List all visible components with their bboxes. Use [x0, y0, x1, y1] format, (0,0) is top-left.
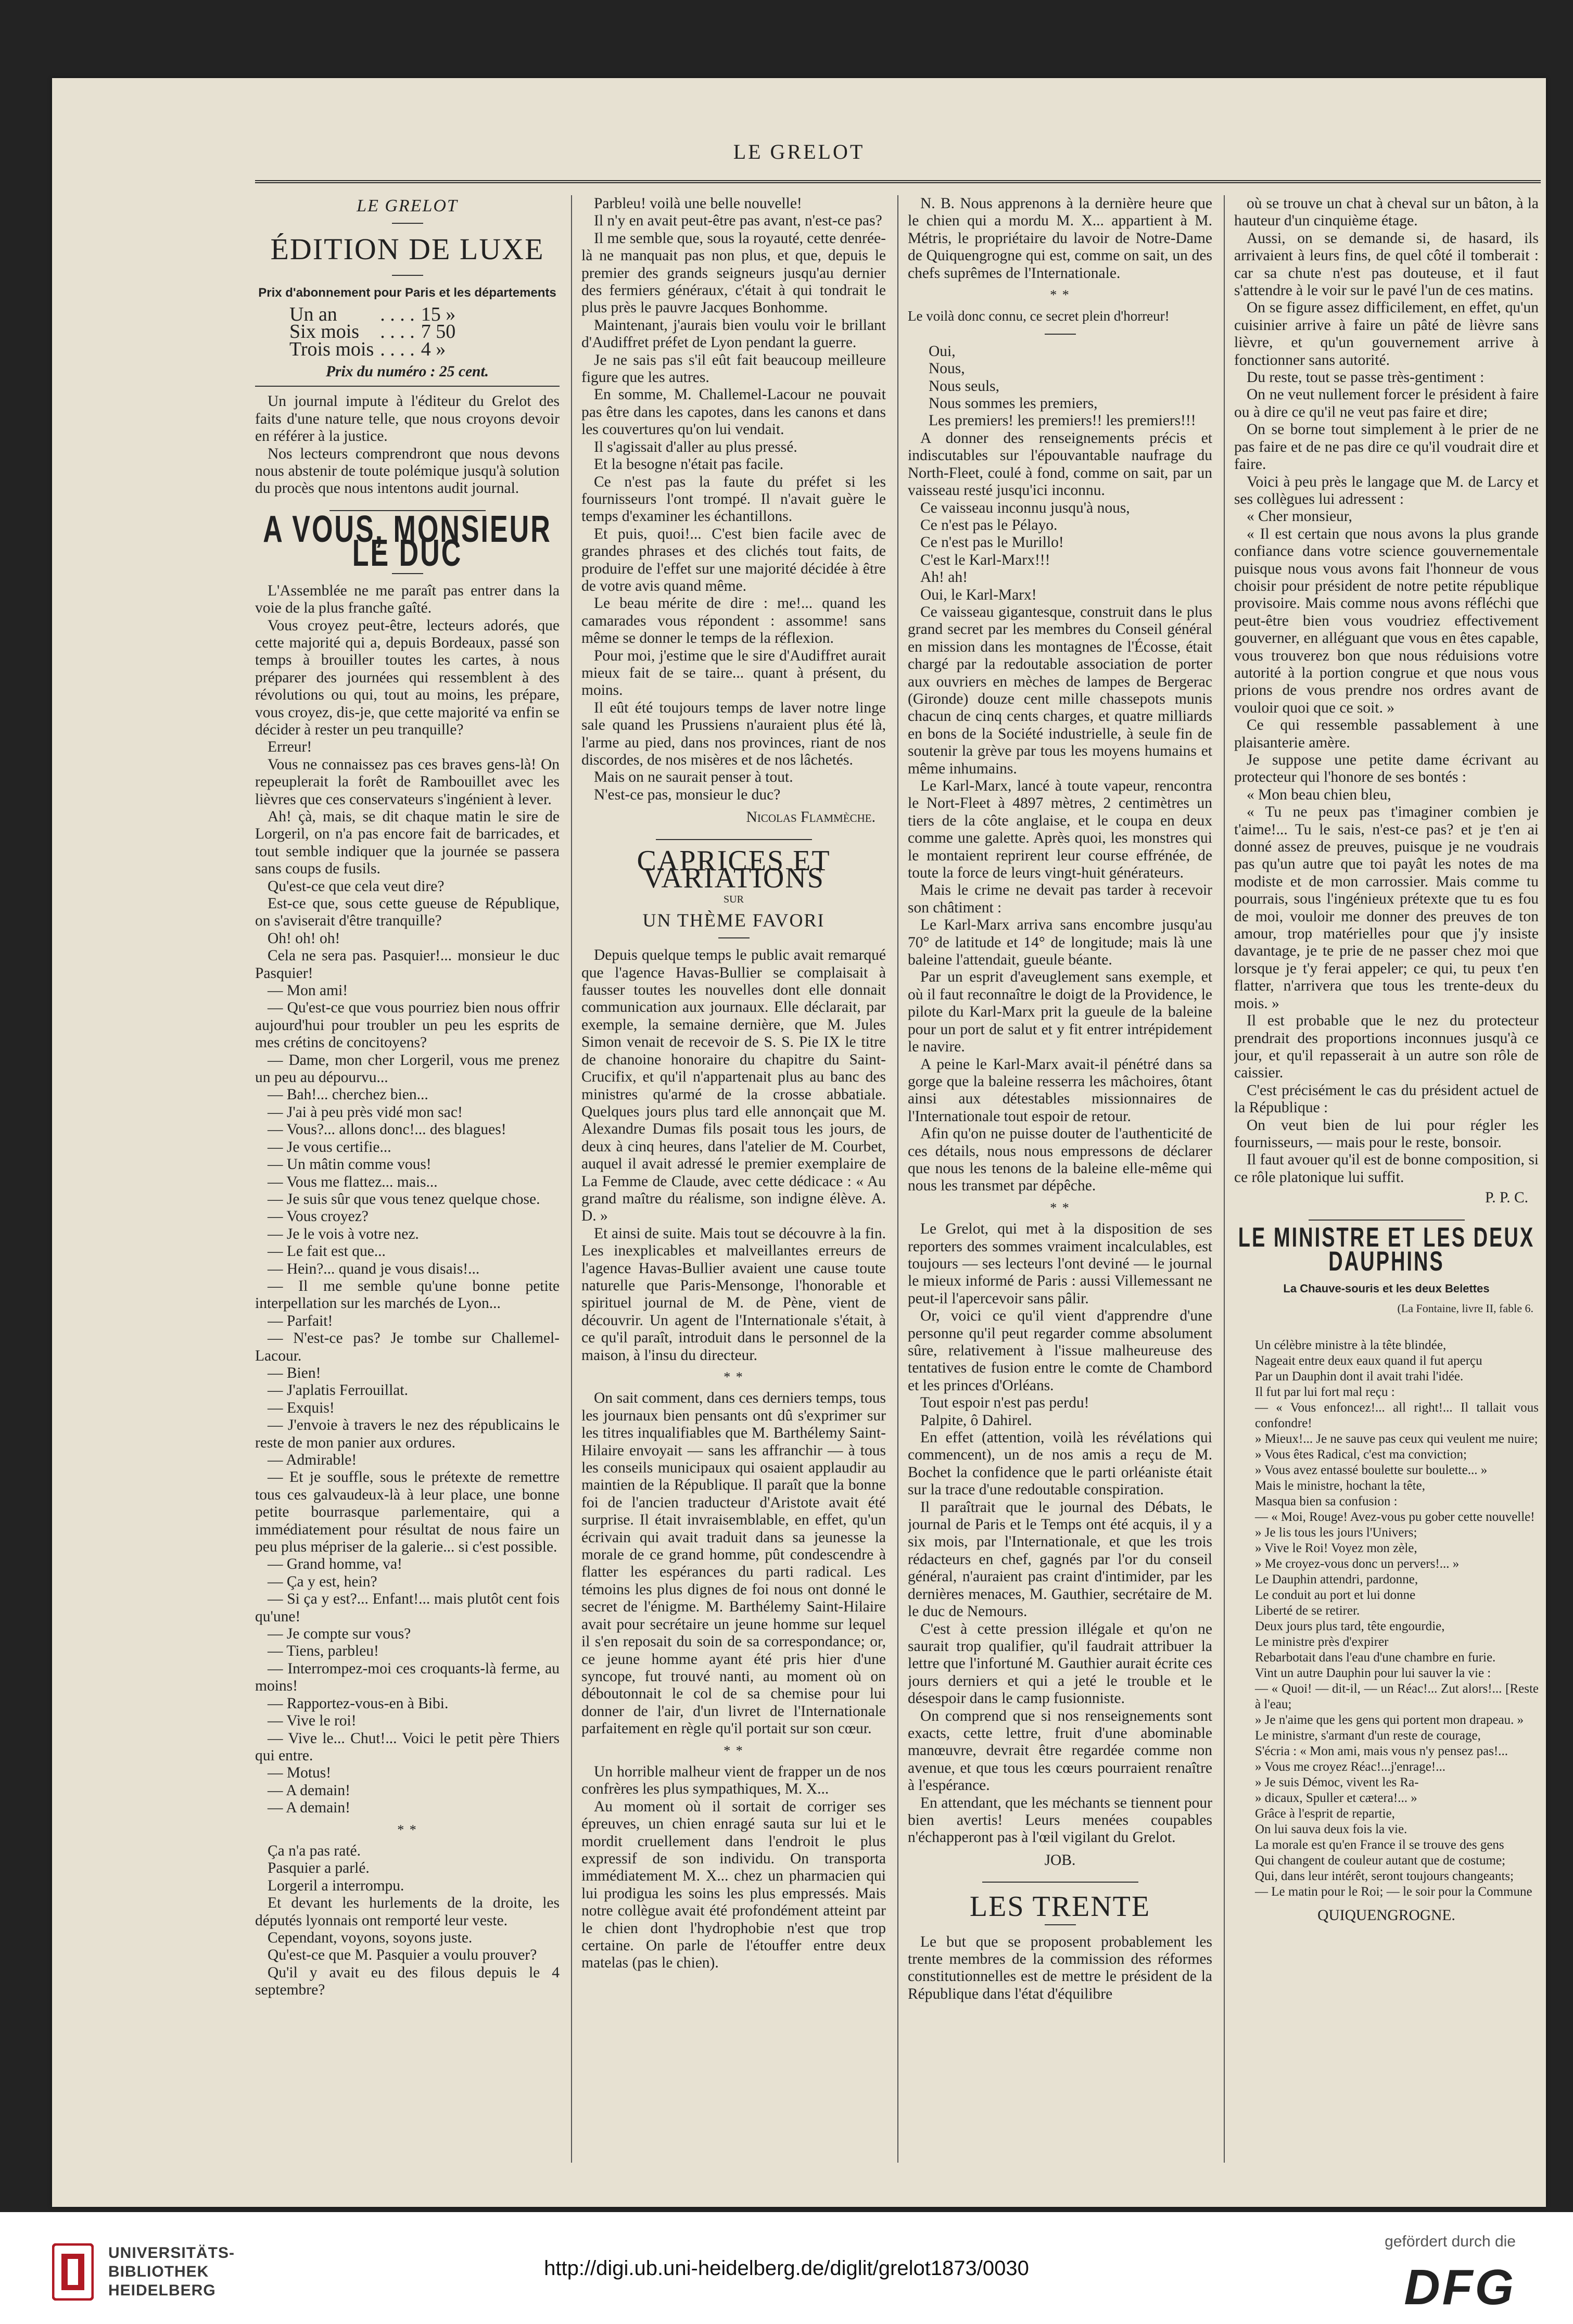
row-price: 7 50 [421, 321, 456, 343]
paragraph: « Tu ne peux pas t'imaginer combien je t'aime!... Tu le sais, n'est-ce pas? et je t'en ai donné assez de preuves, puisque je ne voudrais pas qu'un autre que toi payât les notes de ma modiste et de mon carrossier. Mais comme tu pourrais, sous l'ingénieux prétexte que tu es fou de moi, vouloir me donner des preuves de ton amour, trop matérielles pour que j'y insiste davantage, je te prie de ne passer chez moi que lorsque je t'y ferai appeler; ce qui, tu peux t'en flatter, n'arrivera que tous les trente-deux du mois. » [1234, 804, 1539, 1012]
paragraph: — Vive le... Chut!... Voici le petit père Thiers qui entre. [255, 1730, 560, 1764]
library-name-line: HEIDELBERG [108, 2282, 216, 2299]
paragraph: Palpite, ô Dahirel. [920, 1412, 1032, 1429]
paragraph: — Admirable! [268, 1452, 357, 1468]
verse-line: Le ministre, s'armant d'un reste de courage, [1255, 1729, 1481, 1743]
paragraph: — Je compte sur vous? [268, 1625, 411, 1643]
fable-title: LE MINISTRE ET LES DEUX DAUPHINS [1238, 1222, 1535, 1277]
paragraph: Il paraîtrait que le journal des Débats, le journal de Paris et le Temps ont été acquis, il y a six mois, par l'Internationale, et que les trois rédacteurs en chef, gagnés par l'or du conseil général, n'auraient pas craint d'intimider, par les dernières menaces, M. Gauthier, secrétaire de M. le duc de Nemours. [908, 1498, 1212, 1620]
verse-block [908, 343, 1212, 430]
viewer-footer [0, 2212, 1573, 2324]
paragraph: — Qu'est-ce que vous pourriez bien nous offrir aujourd'hui pour troubler un peu les esprits de mes crétins de concitoyens? [255, 999, 560, 1051]
section-subtitle-sur: SUR [724, 894, 744, 906]
signature: Nicolas Flammèche. [746, 809, 876, 826]
article-body [581, 947, 886, 1364]
paragraph: — Exquis! [268, 1399, 335, 1416]
paragraph: Qu'est-ce que M. Pasquier a voulu prouver? [268, 1947, 537, 1964]
paragraph: Depuis quelque temps le public avait remarqué que l'agence Havas-Bullier se complaisait à fausser toutes les nouvelles dont elle donnait communication aux journaux. Elle déclarait, par exemple, la semaine dernière, que M. Jules Simon venait de recevoir de S. S. Pie IX le titre de chanoine honoraire du chapitre du Saint-Crucifix, et qu'il n'appartenait plus au banc des ministres qu'armé de la crosse abbatiale. Quelques jours plus tard elle annonçait que M. Alexandre Dumas fils posait tous les jours, de deux à cinq heures, dans l'atelier de M. Courbet, auquel il avait adressé le premier exemplaire de La Femme de Claude, avec cette dédicace : « Au grand maître du réalisme, son indigne élève. A. D. » [581, 947, 886, 1225]
paragraph: — Vous croyez? [268, 1208, 369, 1225]
paragraph: Et devant les hurlements de la droite, les députés lyonnais ont remporté leur veste. [255, 1895, 560, 1929]
paragraph: — Motus! [268, 1764, 332, 1782]
verse-line: » Vive le Roi! Voyez mon zèle, [1255, 1541, 1417, 1556]
paragraph: — Bien! [268, 1364, 321, 1381]
section-title: LES TRENTE [969, 1890, 1151, 1923]
paragraph: Au moment où il sortait de corriger ses épreuves, un chien enragé sauta sur lui et le mordit cruellement dans l'endroit le plus expressif de son individu. On transporta immédiatement M. X... chez un pharmacien qui lui prodigua les soins les plus empressés. Mais notre collègue avait été profondément atteint par le chien dont l'hydrophobie n'est que trop certaine. On parle de l'étouffer entre deux matelas (pas le chien). [581, 1798, 886, 1972]
verse-line: Qui, dans leur intérêt, seront toujours changeants; [1255, 1869, 1514, 1884]
paragraph: — J'aplatis Ferrouillat. [268, 1382, 408, 1399]
row-dots: . . . . [380, 338, 415, 360]
verse-line: Grâce à l'esprit de repartie, [1255, 1807, 1395, 1821]
separator-stars: * * [724, 1369, 744, 1385]
paragraph: — Si ça y est?... Enfant!... mais plutôt cent fois qu'une! [255, 1591, 560, 1625]
paragraph: Or, voici ce qu'il vient d'apprendre d'une personne qu'il peut regarder comme absolument sûre, relativement à l'issue malheureuse des tentatives de fusion entre le comte de Chambord et les princes d'Orléans. [908, 1307, 1212, 1394]
newspaper-page [52, 78, 1546, 2207]
article-body [1234, 195, 1539, 1186]
paragraph: Il eût été toujours temps de laver notre linge sale quand les Prussiens n'auraient plus été là, l'arme au pied, dans nos provinces, riant de nos discordes, de nos misères et de nos lâchetés. [581, 699, 886, 768]
paragraph: Le beau mérite de dire : me!... quand les camarades vous répondent : assomme! sans même se donner le temps de la réflexion. [581, 595, 886, 647]
verse-line: La morale est qu'en France il se trouve des gens [1255, 1838, 1504, 1852]
signature: QUIQUENGROGNE. [1317, 1907, 1455, 1924]
separator-stars: * * [724, 1743, 744, 1758]
price-note: Prix du numéro : 25 cent. [325, 363, 489, 380]
paragraph: Ce n'est pas la faute du préfet si les fournisseurs l'ont trompé. Il n'avait guère le temps d'examiner les échantillons. [581, 473, 886, 525]
paragraph: — A demain! [268, 1799, 350, 1817]
paragraph: Il faut avouer qu'il est de bonne composition, si ce rôle platonique lui suffit. [1234, 1151, 1539, 1186]
verse-line: Le ministre près d'expirer [1255, 1635, 1389, 1649]
paragraph: — Ça y est, hein? [268, 1573, 377, 1590]
divider [1045, 334, 1076, 335]
verse-line: Liberté de se retirer. [1255, 1604, 1360, 1618]
paragraph: En effet (attention, voilà les révélations qui commencent), un de nos amis a reçu de M. Bochet la confidence que le parti orléaniste était sur la trace d'une redoutable conspiration. [908, 1429, 1212, 1498]
columns-area [255, 195, 1541, 2163]
signature: P. P. C. [1485, 1189, 1528, 1207]
paragraph: Erreur! [268, 739, 312, 756]
verse-line: » Me croyez-vous donc un pervers!... » [1255, 1557, 1460, 1571]
verse-block [1234, 1338, 1539, 1900]
verse-line: Rebarbotait dans l'eau d'une chambre en furie. [1255, 1650, 1496, 1665]
paragraph: — Interrompez-moi ces croquants-là ferme, au moins! [255, 1660, 560, 1695]
column-3 [908, 195, 1212, 2163]
paragraph: — J'ai à peu près vidé mon sac! [268, 1103, 463, 1121]
paragraph: Et la besogne n'était pas facile. [594, 456, 784, 473]
paragraph: — Bah!... cherchez bien... [268, 1086, 428, 1103]
verse-line: Mais le ministre, hochant la tête, [1255, 1479, 1425, 1493]
fable-reference: (La Fontaine, livre II, fable 6. [1397, 1301, 1533, 1315]
verse-line: — « Moi, Rouge! Avez-vous pu gober cette nouvelle! [1255, 1510, 1535, 1525]
paragraph: A donner des renseignements précis et indiscutables sur l'épouvantable naufrage du North-Fleet, coulé à fond, comme on sait, par un vaisseau resté jusqu'ici inconnu. [908, 429, 1212, 499]
paragraph: On sait comment, dans ces derniers temps, tous les journaux bien pensants ont dû s'exprimer sur les titres inqualifiables que M. Barthélemy Saint-Hilaire envoyait — sans les affranchir — à tous les conseils municipaux qui osaient applaudir au maintien de la République. Il paraît que la bonne foi de l'ancien traducteur d'Aristote avait été surprise. Il était invraisemblable, en effet, qu'un écrivain qui avait traduit dans sa jeunesse la morale de ce grand homme, pût condescendre à flatter les espérances du parti radical. Les témoins les plus dignes de foi nous ont donné le secret de l'énigme. M. Barthélemy Saint-Hilaire avait pour secrétaire un jeune homme sur lequel il s'en reposait du soin de sa correspondance; or, ce jeune homme ayant été pris hier d'une syncope, fut trouvé nanti, au moment où on déboutonnait le col de sa chemise pour lui donner de l'air, d'un livret de l'Internationale parfaitement en règle qu'il portait sur son cœur. [581, 1390, 886, 1737]
paragraph: Je suppose une petite dame écrivant au protecteur qui l'honore de ses bontés : [1234, 752, 1539, 786]
subscription-row [286, 341, 459, 358]
verse-line: Vint un autre Dauphin pour lui sauver la vie : [1255, 1666, 1491, 1681]
paragraph: Voici à peu près le langage que M. de Larcy et ses collègues lui adressent : [1234, 473, 1539, 507]
verse-line: Oui, [929, 342, 956, 360]
paragraph: On se borne tout simplement à le prier de ne pas faire et de ne pas dire ce qu'il voudrait dire et faire. [1234, 421, 1539, 473]
paragraph: Maintenant, j'aurais bien voulu voir le brillant d'Audiffret préfet de Lyon pendant la guerre. [581, 316, 886, 351]
paragraph: Oui, le Karl-Marx! [920, 586, 1037, 603]
signature: JOB. [1044, 1851, 1076, 1869]
paragraph: Il n'y en avait peut-être pas avant, n'est-ce pas? [594, 212, 882, 230]
article-body [581, 1763, 886, 1972]
verse-line: Le Dauphin attendri, pardonne, [1255, 1572, 1418, 1587]
article-body [581, 1390, 886, 1737]
paragraph: — Vive le roi! [268, 1712, 357, 1730]
paragraph: Ah! çà, mais, se dit chaque matin le sire de Lorgeril, on n'a pas encore fait de barricades, et tout semble indiquer que la journée se passera sans coups de fusils. [255, 808, 560, 878]
paragraph: — Je vous certifie... [268, 1138, 391, 1155]
verse-line: » Mieux!... Je ne sauve pas ceux qui veulent me nuire; [1255, 1432, 1538, 1446]
paragraph: Il s'agissait d'aller au plus pressé. [594, 438, 797, 455]
paragraph: Le Karl-Marx arriva sans encombre jusqu'au 70° de latitude et 14° de longitude; mais là une baleine l'attendait, gueule béante. [908, 917, 1212, 969]
separator-stars: * * [1050, 1200, 1070, 1215]
verse-line: Les premiers! les premiers!! les premiers!!! [929, 412, 1196, 429]
funder-logo[interactable]: DFG [1404, 2259, 1516, 2315]
paragraph: où se trouve un chat à cheval sur un bâton, à la hauteur d'un cinquième étage. [1234, 195, 1539, 230]
paragraph: Il me semble que, sous la royauté, cette denrée-là ne manquait pas non plus, et que, depuis le premier des grands seigneurs jusqu'au dernier des fermiers généraux, c'était à qui tondrait le plus près le pauvre Jacques Bonhomme. [581, 230, 886, 316]
paragraph: Oh! oh! oh! [268, 930, 340, 947]
row-price: 15 » [421, 303, 456, 325]
paragraph: Du reste, tout se passe très-gentiment : [1247, 369, 1485, 386]
verse-line: Nous sommes les premiers, [929, 395, 1098, 412]
paragraph: Et ainsi de suite. Mais tout se découvre à la fin. Les inexplicables et malveillantes erreurs de l'agence Havas-Bullier avaient une cause toute naturelle que Paris-Mensonge, l'honorable et spirituel journal de M. de Pène, vient de découvrir. Un agent de l'Internationale s'était, à ce qu'il paraît, introduit dans le personnel de la maison, à l'insu du directeur. [581, 1225, 886, 1364]
paragraph: Qu'il y avait eu des filous depuis le 4 septembre? [255, 1964, 560, 1999]
paragraph: — Tiens, parbleu! [268, 1643, 379, 1660]
verse-line: Deux jours plus tard, tête engourdie, [1255, 1619, 1445, 1634]
section-subtitle: UN THÈME FAVORI [642, 909, 825, 931]
paragraph: Le Grelot, qui met à la disposition de ses reporters des sommes vraiment incalculables, est toujours — ses lecteurs l'ont deviné — le journal le mieux informé de Paris : aussi Villemessant ne peut-il l'apercevoir sans pâlir. [908, 1221, 1212, 1307]
paragraph: Qu'est-ce que cela veut dire? [268, 878, 445, 895]
paragraph: On ne veut nullement forcer le président à faire ou à dire ce qu'il ne veut pas faire et dire; [1234, 386, 1539, 421]
verse-line: — « Vous enfoncez!... all right!... Il tallait vous confondre! [1255, 1401, 1539, 1431]
paragraph: C'est à cette pression illégale et qu'on ne saurait trop qualifier, qu'il faudrait attribuer la lettre que l'infortuné M. Gauthier aurait écrite ces jours derniers et qui a jeté le trouble et le désespoir dans le camp fusionniste. [908, 1620, 1212, 1707]
divider [255, 386, 560, 387]
paragraph: — J'envoie à travers le nez des républicains le reste de mon panier aux ordures. [255, 1417, 560, 1451]
verse-line: Qui changent de couleur autant que de costume; [1255, 1853, 1506, 1868]
verse-line: Par un Dauphin dont il avait trahi l'idée. [1255, 1369, 1464, 1384]
paragraph: — Je le vois à votre nez. [268, 1225, 419, 1242]
fable-subtitle: La Chauve-souris et les deux Belettes [1283, 1282, 1490, 1296]
verse-line: Un célèbre ministre à la tête blindée, [1255, 1338, 1447, 1353]
paragraph: Lorgeril a interrompu. [268, 1877, 404, 1894]
paragraph: — Mon ami! [268, 982, 348, 999]
paragraph: — Je suis sûr que vous tenez quelque chose. [268, 1190, 540, 1208]
paragraph: Tout espoir n'est pas perdu! [920, 1394, 1089, 1412]
column-separator [1224, 195, 1225, 2163]
column-1 [255, 195, 560, 2163]
paragraph: Et puis, quoi!... C'est bien facile avec de grandes phrases et des clichés tout faits, de produire de l'effet sur une majorité décidée à être de votre avis quand même. [581, 525, 886, 594]
article-body [255, 1843, 560, 1999]
separator-stars: * * [397, 1822, 417, 1837]
row-label: Six mois [289, 321, 360, 343]
verse-line: » dicaux, Spuller et cætera!... » [1255, 1791, 1417, 1806]
paragraph: N'est-ce pas, monsieur le duc? [594, 786, 781, 803]
paragraph: N. B. Nous apprenons à la dernière heure que le chien qui a mordu M. X... appartient à M. Métris, le propriétaire du lavoir de Notre-Dame de Quiquengrogne qui est, comme on sait, un des chefs suprêmes de l'Internationale. [908, 195, 1212, 282]
paragraph: Mais le crime ne devait pas tarder à recevoir son châtiment : [908, 882, 1212, 916]
paragraph: On veut bien de lui pour régler les fournisseurs, — mais pour le reste, bonsoir. [1234, 1116, 1539, 1151]
verse-line: » Vous êtes Radical, c'est ma conviction; [1255, 1447, 1467, 1462]
column-separator [571, 195, 572, 2163]
verse-line: Il fut par lui fort mal reçu : [1255, 1385, 1395, 1400]
divider [1309, 1220, 1465, 1221]
paragraph: Pasquier a parlé. [268, 1860, 370, 1877]
column-2 [581, 195, 886, 2163]
paragraph: Le Karl-Marx, lancé à toute vapeur, rencontra le Nort-Fleet à 4897 mètres, 2 centimètres un tiers de la côte anglaise, et le coupa en deux comme une galette. Après quoi, les monstres qui le montaient reprirent leur course effrénée, de toute la force de leurs vingt-huit générateurs. [908, 778, 1212, 882]
paragraph: A peine le Karl-Marx avait-il pénétré dans sa gorge que la baleine resserra les mâchoires, ôtant ainsi aux détestables missionnaires de l'Internationale tout espoir de retour. [908, 1056, 1212, 1125]
paragraph: Ça n'a pas raté. [268, 1842, 361, 1859]
paragraph: — Et je souffle, sous le prétexte de remettre tous ces galvaudeux-là à leur place, une bonne petite bourrasque parlementaire, qui a immédiatement pour résultat de nous faire un peu plus mépriser de la galerie... si c'est possible. [255, 1469, 560, 1556]
paragraph: « Cher monsieur, [1247, 508, 1352, 525]
paragraph: « Mon beau chien bleu, [1247, 786, 1391, 803]
paragraph: Il est probable que le nez du protecteur prendrait des proportions inconnues jusqu'à ce jour, et qu'il repasserait à un autre son rôle de caissier. [1234, 1012, 1539, 1082]
quote-intro: Le voilà donc connu, ce secret plein d'horreur! [908, 308, 1170, 324]
column-separator [897, 195, 898, 2163]
paragraph: — Le fait est que... [268, 1243, 386, 1260]
verse-line: — Le matin pour le Roi; — le soir pour la Commune [1255, 1885, 1532, 1899]
article-body [908, 1221, 1212, 1847]
paragraph: Est-ce que, sous cette gueuse de République, on s'aviserait d'être tranquille? [255, 895, 560, 930]
paragraph: Je ne sais pas s'il eût fait beaucoup meilleure figure que les autres. [581, 351, 886, 386]
paragraph: — Vous?... allons donc!... des blagues! [268, 1121, 506, 1138]
divider [1045, 1924, 1076, 1925]
verse-line: — « Quoi! — dit-il, — un Réac!... Zut alors!... [Reste à l'eau; [1255, 1682, 1539, 1712]
permalink-url[interactable]: http://digi.ub.uni-heidelberg.de/diglit/grelot1873/0030 [544, 2257, 1029, 2280]
paragraph: Parbleu! voilà une belle nouvelle! [594, 195, 802, 212]
masthead: LE GRELOT [357, 196, 458, 215]
paragraph: — Dame, mon cher Lorgeril, vous me prenez un peu au dépourvu... [255, 1051, 560, 1086]
paragraph: On se figure assez difficilement, en effet, qu'un cuisinier arrive à faire un pâté de lièvre sans lièvre, et qu'un gouvernement arrive à fonctionner sans autorité. [1234, 299, 1539, 369]
paragraph: Vous croyez peut-être, lecteurs adorés, que cette majorité qui a, depuis Bordeaux, passé son temps à brouiller toutes les cartes, à nous préparer des journées qui ressemblent à des révolutions ou qui, tout au moins, les prépare, vous croyez, dis-je, que cette majorité va enfin se décider à rester un peu tranquille? [255, 617, 560, 738]
paragraph: Ce n'est pas le Murillo! [920, 534, 1064, 551]
divider [982, 1882, 1138, 1883]
paragraph: — N'est-ce pas? Je tombe sur Challemel-Lacour. [255, 1330, 560, 1364]
notice: Nos lecteurs comprendront que nous devons nous abstenir de toute polémique jusqu'à solution du procès que nous intentons audit journal. [255, 445, 560, 497]
row-label: Trois mois [289, 338, 374, 360]
paragraph: Cela ne sera pas. Pasquier!... monsieur le duc Pasquier! [255, 947, 560, 982]
verse-line: On lui sauva deux fois la vie. [1255, 1822, 1407, 1837]
edition-title: ÉDITION DE LUXE [270, 232, 544, 266]
paragraph: En attendant, que les méchants se tiennent pour bien avertis! Leurs menées coupables n'échapperont pas à l'œil vigilant du Grelot. [908, 1794, 1212, 1846]
article-body [908, 195, 1212, 282]
section-title: CAPRICES ET VARIATIONS [637, 844, 831, 895]
paragraph: Ce vaisseau inconnu jusqu'à nous, [920, 499, 1130, 516]
paragraph: Un horrible malheur vient de frapper un de nos confrères les plus sympathiques, M. X... [581, 1763, 886, 1798]
separator-stars: * * [1050, 287, 1070, 303]
verse-line: Nageait entre deux eaux quand il fut aperçu [1255, 1354, 1482, 1368]
paragraph: En somme, M. Challemel-Lacour ne pouvait pas être dans les capotes, dans les canons et dans les couvertures qu'on lui vendait. [581, 386, 886, 438]
verse-line: S'écria : « Mon ami, mais vous n'y pensez pas!... [1255, 1744, 1508, 1759]
row-price: 4 » [421, 338, 446, 360]
paragraph: On comprend que si nos renseignements sont exacts, cette lettre, fruit d'une abominable manœuvre, devrait être regardée comme non avenue, et que tous les cœurs pourraient renaître à l'espérance. [908, 1707, 1212, 1794]
paragraph: Ce qui ressemble passablement à une plaisanterie amère. [1234, 717, 1539, 751]
row-label: Un an [289, 303, 337, 325]
paragraph: — Il me semble qu'une bonne petite interpellation sur les marchés de Lyon... [255, 1277, 560, 1312]
running-head: LE GRELOT [733, 140, 865, 163]
paragraph: C'est précisément le cas du président actuel de la République : [1234, 1082, 1539, 1116]
paragraph: — Parfait! [268, 1312, 333, 1329]
verse-line: » Je n'aime que les gens qui portent mon drapeau. » [1255, 1713, 1524, 1728]
paragraph: Ah! ah! [920, 569, 968, 586]
paragraph: — A demain! [268, 1782, 350, 1799]
paragraph: « Il est certain que nous avons la plus grande confiance dans votre science gouvernementale puisque nous vous avons fait l'honneur de vous choisir pour président de notre petite république provisoire. Mais comme nous avons réfléchi que peut-être bien vous voudriez effectivement gouverner, en alléguant que vous en êtes capable, vous trouverez bon que nous réduisions votre autorité à la portion congrue et que nous vous prions de vous prendre nos ordres avant de vouloir quoi que ce soit. » [1234, 525, 1539, 716]
article-title: A VOUS, MONSIEUR LE DUC [263, 508, 552, 575]
divider [392, 223, 423, 224]
verse-line: » Je suis Démoc, vivent les Ra- [1255, 1775, 1419, 1790]
paragraph: Ce n'est pas le Pélayo. [920, 516, 1058, 534]
paragraph: Vous ne connaissez pas ces braves gens-là! On repeuplerait la forêt de Rambouillet avec les lièvres que ces conservateurs s'ingénient à lever. [255, 756, 560, 808]
row-dots: . . . . [380, 321, 415, 343]
article-body [581, 195, 886, 804]
library-name-line: BIBLIOTHEK [108, 2263, 209, 2280]
funder-label: gefördert durch die [1385, 2233, 1516, 2250]
paragraph: L'Assemblée ne me paraît pas entrer dans la voie de la plus franche gaîté. [255, 582, 560, 617]
paragraph: Mais on ne saurait penser à tout. [594, 769, 793, 786]
paragraph: Afin qu'on ne puisse douter de l'authenticité de ces détails, nous nous empressons de déclarer que nous les tenons de la baleine elle-même qui nous les transmet par dépêche. [908, 1125, 1212, 1195]
article-body [908, 1934, 1212, 2003]
paragraph: — Grand homme, va! [268, 1556, 402, 1573]
verse-line: Nous seuls, [929, 377, 1000, 395]
article-body [908, 430, 1212, 1195]
paragraph: — Vous me flattez... mais... [268, 1173, 438, 1190]
paragraph: — Rapportez-vous-en à Bibi. [268, 1695, 449, 1712]
verse-line: » Je lis tous les jours l'Univers; [1255, 1526, 1417, 1540]
verse-line: » Vous avez entassé boulette sur boulette... » [1255, 1463, 1488, 1478]
divider [392, 275, 423, 276]
subscription-title: Prix d'abonnement pour Paris et les départements [258, 286, 556, 300]
verse-line: Masqua bien sa confusion : [1255, 1494, 1398, 1509]
article-body [255, 582, 560, 1817]
verse-line: Le conduit au port et lui donne [1255, 1588, 1416, 1603]
paragraph: Pour moi, j'estime que le sire d'Audiffret aurait mieux fait de se taire... quant à présent, du moins. [581, 647, 886, 699]
column-4 [1234, 195, 1539, 2163]
paragraph: Par un esprit d'aveuglement sans exemple, et où il faut reconnaître le doigt de la Providence, le pilote du Karl-Marx prit la gueule de la baleine pour un port de salut et y fit entrer intrépidement le navire. [908, 969, 1212, 1056]
paragraph: Aussi, on se demande si, de hasard, ils arrivaient à leurs fins, de quel côté il tomberait : car sa chute n'est pas douteuse, et il faut s'attendre à le voir sur le pavé l'un de ces matins. [1234, 230, 1539, 299]
header-rule [255, 180, 1541, 183]
divider [656, 839, 812, 840]
divider [718, 937, 750, 938]
paragraph: — Hein?... quand je vous disais!... [268, 1260, 480, 1277]
subscription-table [286, 303, 459, 360]
paragraph: Le but que se proposent probablement les trente membres de la commission des réformes constitutionnelles est de mettre le président de la République dans l'état d'équilibre [908, 1933, 1212, 2002]
row-dots: . . . . [380, 303, 415, 325]
paragraph: — Un mâtin comme vous! [268, 1156, 432, 1173]
library-name-line: UNIVERSITÄTS- [108, 2244, 235, 2262]
paragraph: C'est le Karl-Marx!!! [920, 551, 1050, 568]
notice: Un journal impute à l'éditeur du Grelot des faits d'une nature telle, que nous croyons devoir en référer à la justice. [255, 393, 560, 445]
paragraph: Cependant, voyons, soyons juste. [268, 1929, 473, 1946]
verse-line: Nous, [929, 360, 965, 377]
verse-line: » Vous me croyez Réac!...j'enrage!... [1255, 1760, 1445, 1774]
paragraph: Ce vaisseau gigantesque, construit dans le plus grand secret par les membres du Conseil général en mission dans les montagnes de l'Écosse, était chargé par la redoutable association de porter aux ouvriers en mèches de lampes de Bergerac (Gironde) douze cent mille chassepots munis chacun de cinq cents charges, et quatre milliards en bons de la Société industrielle, à seule fin de soutenir la grève par tous les moyens humains et même inhumains. [908, 603, 1212, 777]
